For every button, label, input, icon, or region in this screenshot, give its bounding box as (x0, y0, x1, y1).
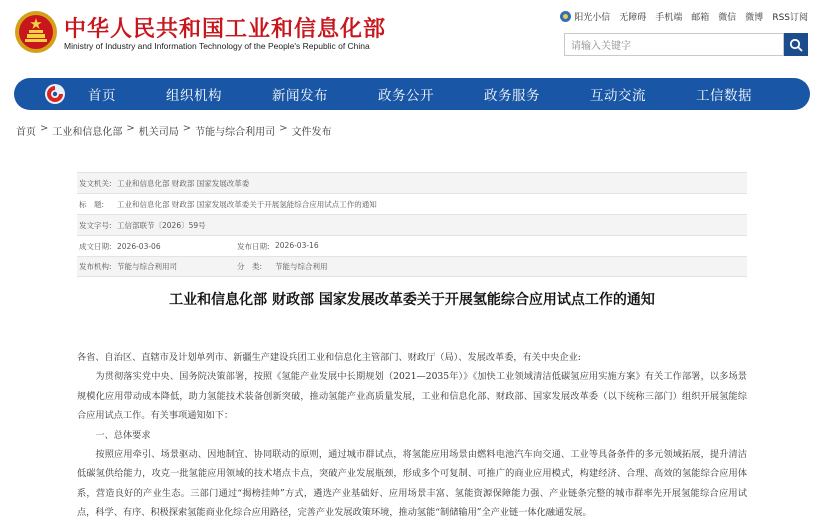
breadcrumb-departments[interactable]: 机关司局 (138, 127, 179, 138)
meta-value: 2026-03-06 (117, 241, 161, 251)
site-header (0, 0, 824, 74)
nav-services[interactable]: 政务服务 (484, 88, 540, 104)
article-body (77, 348, 747, 523)
meta-label: 发文字号: (79, 220, 112, 230)
top-link-accessibility[interactable]: 无障碍 (619, 13, 647, 23)
meta-label: 发布日期: (237, 241, 270, 251)
meta-col2 (237, 241, 319, 252)
search-button[interactable] (784, 33, 808, 56)
meta-row-title (77, 193, 747, 214)
meta-label: 分 类: (237, 262, 263, 271)
top-links (560, 10, 808, 23)
top-link-label: 阳光小信 (574, 13, 611, 23)
meta-row-org (77, 256, 747, 277)
breadcrumb-ministry[interactable]: 工业和信息化部 (52, 127, 123, 138)
article-section-heading: 一、总体要求 (95, 429, 151, 441)
meta-value: 节能与综合利用司 (117, 262, 177, 271)
meta-value: 工信部联节〔2026〕59号 (117, 220, 206, 230)
meta-col2 (237, 261, 328, 272)
meta-row-issuer (77, 172, 747, 193)
breadcrumb-documents[interactable]: 文件发布 (291, 127, 332, 138)
nav-data[interactable]: 工信数据 (696, 88, 752, 104)
breadcrumb (16, 123, 332, 138)
meta-value: 节能与综合利用 (275, 262, 328, 271)
breadcrumb-energy-dept[interactable]: 节能与综合利用司 (195, 127, 276, 138)
meta-value: 工业和信息化部 财政部 国家发展改革委关于开展氢能综合应用试点工作的通知 (117, 199, 377, 209)
document-meta-table (77, 172, 747, 277)
top-link-wechat[interactable]: 微信 (718, 13, 737, 23)
breadcrumb-home[interactable]: 首页 (16, 127, 36, 138)
sunshine-icon (560, 11, 571, 22)
article-paragraph: 为贯彻落实党中央、国务院决策部署，按照《氢能产业发展中长期规划（2021—2035年）》《加快工业领域清洁低碳氢应用实施方案》有关工作部署，以多场景规模化应用带动成本降低，助力氢能技术装备创新突破，推动氢能产业高质量发展，工业和信息化部、财政部、国家发展改革委（以下统称三部门）组织开展氢能综合应用试点工作。有关事项通知如下： (77, 371, 747, 422)
nav-home[interactable]: 首页 (88, 88, 116, 104)
article-title: 工业和信息化部 财政部 国家发展改革委关于开展氢能综合应用试点工作的通知 (169, 292, 655, 308)
nav-news[interactable]: 新闻发布 (272, 88, 328, 104)
nav-interaction[interactable]: 互动交流 (590, 88, 646, 104)
nav-government-affairs[interactable]: 政务公开 (378, 88, 434, 104)
top-link-mobile[interactable]: 手机端 (655, 13, 683, 23)
top-link-mail[interactable]: 邮箱 (691, 13, 710, 23)
national-emblem-icon[interactable] (14, 10, 58, 54)
meta-label: 标 题: (79, 199, 105, 209)
breadcrumb-separator: > (182, 123, 192, 134)
top-link-weibo[interactable]: 微博 (745, 13, 764, 23)
meta-label: 发布机构: (79, 262, 112, 271)
article-salutation: 各省、自治区、直辖市及计划单列市、新疆生产建设兵团工业和信息化主管部门、财政厅（局）、发展改革委，有关中央企业: (77, 352, 581, 363)
meta-row-dates (77, 235, 747, 256)
search-icon (789, 38, 803, 52)
search-input[interactable] (565, 36, 783, 57)
breadcrumb-separator: > (279, 123, 288, 134)
nav-organization[interactable]: 组织机构 (166, 88, 222, 104)
top-link-rss[interactable]: RSS订阅 (772, 13, 808, 23)
meta-label: 成文日期: (79, 241, 112, 251)
site-title[interactable]: 中华人民共和国工业和信息化部 (64, 17, 387, 42)
article-paragraph: 按照应用牵引、场景驱动、因地制宜、协同联动的原则，通过城市群试点，将氢能应用场景由燃料电池汽车向交通、工业等具备条件的多元领域拓展，提升清洁低碳氢供给能力，攻克一批氢能应用领域的技术堵点卡点，突破产业发展瓶颈，形成多个可复制、可推广的商业应用模式，构建经济、合理、高效的氢能综合应用体系，营造良好的产业生态。三部门通过“揭榜挂帅”方式，遴选产业基础好、应用场景丰富、氢能资源保障能力强、产业链条完整的城市群率先开展氢能综合应用试点，科学、有序、积极探索氢能商业化综合应用路径，完善产业发展政策环境，推动氢能“制储输用”全产业链一体化融通发展。 (77, 449, 747, 519)
breadcrumb-separator: > (126, 123, 135, 134)
nav-items (88, 84, 810, 104)
meta-row-number (77, 214, 747, 235)
miit-logo-icon[interactable] (44, 83, 66, 105)
meta-label: 发文机关: (79, 178, 112, 188)
meta-value: 工业和信息化部 财政部 国家发展改革委 (117, 178, 250, 188)
top-link-sunshine[interactable] (560, 10, 610, 23)
main-nav (14, 78, 810, 110)
search-box (564, 33, 784, 56)
breadcrumb-separator: > (40, 123, 49, 134)
site-subtitle: Ministry of Industry and Information Technology of the People's Republic of China (64, 41, 370, 51)
meta-value: 2026-03-16 (275, 240, 319, 250)
